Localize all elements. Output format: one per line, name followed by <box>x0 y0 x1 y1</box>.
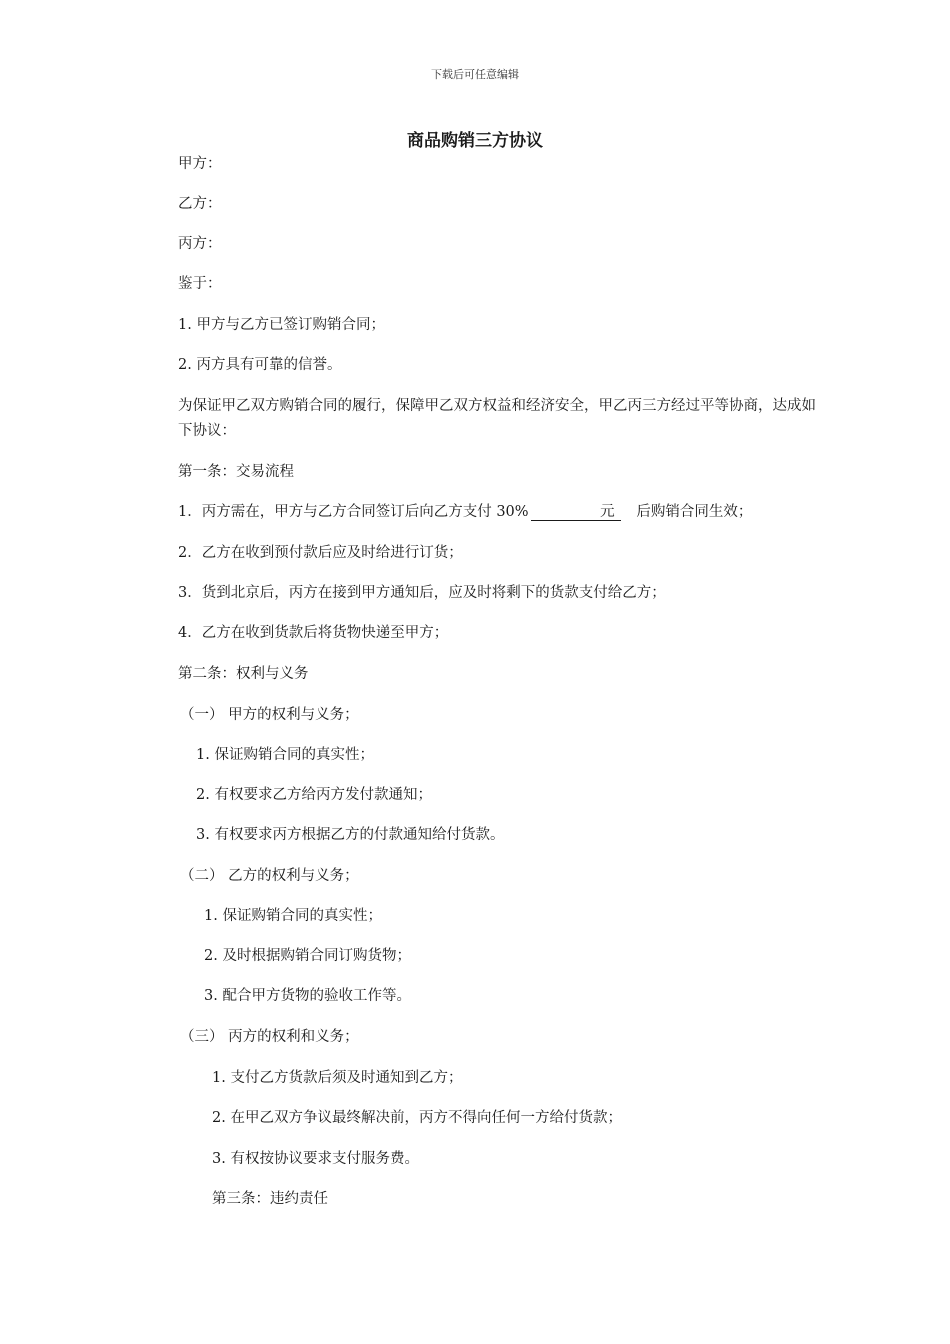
section2-item-1: 1. 保证购销合同的真实性； <box>204 908 382 924</box>
section3-item-1: 1. 支付乙方货款后须及时通知到乙方； <box>212 1070 463 1086</box>
recital-1: 1. 甲方与乙方已签订购销合同； <box>178 317 385 333</box>
recital-2: 2. 丙方具有可靠的信誉。 <box>178 357 342 373</box>
section1-item-1: 1. 保证购销合同的真实性； <box>196 747 374 763</box>
section1-item-2: 2. 有权要求乙方给丙方发付款通知； <box>196 787 432 803</box>
article2-heading: 第二条：权利与义务 <box>178 666 309 682</box>
amount-unit: 元 <box>600 504 615 520</box>
party-b-label: 乙方： <box>178 196 222 212</box>
article1-item-1-text: 1．丙方需在，甲方与乙方合同签订后向乙方支付 30% <box>178 504 529 520</box>
section1-item-3: 3. 有权要求丙方根据乙方的付款通知给付货款。 <box>196 827 505 843</box>
preamble-paragraph: 为保证甲乙双方购销合同的履行，保障甲乙双方权益和经济安全，甲乙丙三方经过平等协商，达成如下协议： <box>178 398 816 439</box>
article1-item-4: 4．乙方在收到货款后将货物快递至甲方； <box>178 625 449 641</box>
article1-item-3: 3．货到北京后，丙方在接到甲方通知后，应及时将剩下的货款支付给乙方； <box>178 585 666 601</box>
party-c-label: 丙方： <box>178 236 222 252</box>
section2-item-3: 3. 配合甲方货物的验收工作等。 <box>204 988 411 1004</box>
party-a-label: 甲方： <box>178 156 222 172</box>
section2-heading: （二） 乙方的权利与义务； <box>180 868 359 884</box>
header-note: 下载后可任意编辑 <box>431 68 519 81</box>
section3-item-2: 2. 在甲乙双方争议最终解决前，丙方不得向任何一方给付货款； <box>212 1110 622 1126</box>
section2-item-2: 2. 及时根据购销合同订购货物； <box>204 948 411 964</box>
section3-item-3: 3. 有权按协议要求支付服务费。 <box>212 1151 419 1167</box>
article3-heading: 第三条：违约责任 <box>212 1191 328 1207</box>
amount-blank <box>531 504 621 521</box>
article1-item-1-suffix: 后购销合同生效； <box>636 504 753 520</box>
article1-item-1 <box>178 500 752 524</box>
whereas-label: 鉴于： <box>178 276 222 292</box>
article1-item-2: 2．乙方在收到预付款后应及时给进行订货； <box>178 545 463 561</box>
section1-heading: （一） 甲方的权利与义务； <box>180 707 359 723</box>
document-title: 商品购销三方协议 <box>407 131 543 151</box>
article1-heading: 第一条：交易流程 <box>178 464 294 480</box>
section3-heading: （三） 丙方的权利和义务； <box>180 1029 359 1045</box>
